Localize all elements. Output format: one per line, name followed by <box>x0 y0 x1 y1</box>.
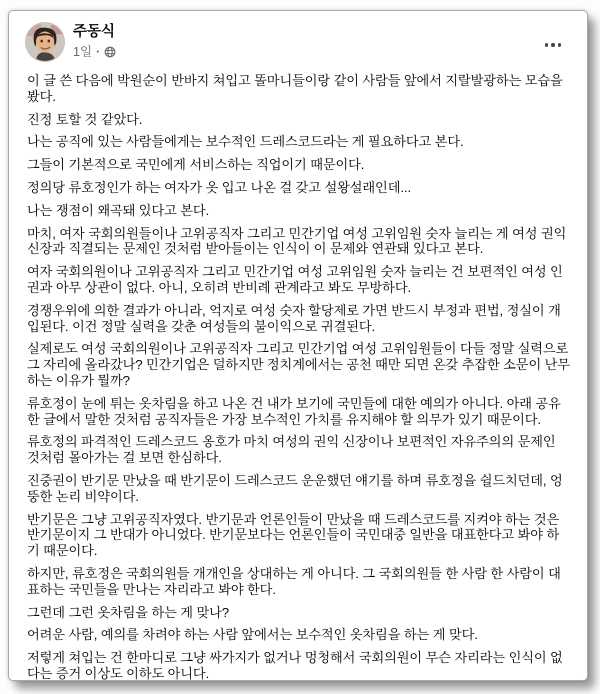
post-paragraph: 진정 토할 것 같았다. <box>27 111 143 127</box>
post-paragraph: 여자 국회의원이나 고위공직자 그리고 민간기업 여성 고위임원 숫자 늘리는 건 보편적인 여성 인권과 아무 상관이 없다. 아니, 오히려 반비례 관계라고 봐도 무방하다. <box>27 264 563 295</box>
post-paragraph: 정의당 류호정인가 하는 여자가 옷 입고 나온 걸 갖고 설왕설래인데... <box>27 179 412 195</box>
post-paragraph: 어려운 사람, 예의를 차려야 하는 사람 앞에서는 보수적인 옷차림을 하는 게 맞다. <box>27 627 478 643</box>
post-header-text <box>73 22 116 60</box>
ellipsis-dot <box>558 43 562 47</box>
post-paragraph: 진중권이 반기문 만났을 때 반기문이 드레스코드 운운했던 얘기를 하며 류호정을 쉴드치던데, 엉뚱한 논리 비약이다. <box>27 472 563 504</box>
author-name[interactable]: 주동식 <box>73 24 116 40</box>
post-header <box>9 11 587 62</box>
facebook-post-card <box>8 10 588 681</box>
profile-avatar[interactable] <box>25 22 65 62</box>
post-paragraph: 저렇게 쳐입는 건 한마디로 그냥 싸가지가 없거나 멍청해서 국회의원이 무슨 자리라는 인식이 없다는 증거 이상도 이하도 아니다. <box>27 650 563 681</box>
post-timestamp[interactable]: 1일 <box>73 45 93 59</box>
post-paragraph: 이 글 쓴 다음에 박원순이 반바지 쳐입고 똘마니들이랑 같이 사람들 앞에서 지랄발광하는 모습을 봤다. <box>27 73 563 104</box>
ellipsis-dot <box>551 43 555 47</box>
post-paragraph: 그들이 기본적으로 국민에게 서비스하는 직업이기 때문이다. <box>27 157 365 173</box>
post-paragraph: 경쟁우위에 의한 결과가 아니라, 억지로 여성 숫자 할당제로 가면 반드시 부정과 편법, 정실이 개입된다. 이건 정말 실력을 갖춘 여성들의 불이익으로 귀결된다. <box>27 302 561 334</box>
meta-separator: · <box>96 45 101 59</box>
post-paragraph: 하지만, 류호정은 국회의원들 개개인을 상대하는 게 아니다. 그 국회의원들 한 사람 한 사람이 대표하는 국민들을 만나는 자리라고 봐야 한다. <box>27 565 561 597</box>
post-paragraph: 류호정의 파격적인 드레스코드 옹호가 마치 여성의 권익 신장이나 보편적인 자유주의의 문제인 것처럼 몰아가는 걸 보면 한심하다. <box>27 434 556 466</box>
ellipsis-dot <box>545 43 549 47</box>
post-paragraph: 나는 쟁점이 왜곡돼 있다고 본다. <box>27 202 210 218</box>
post-paragraph: 마치, 여자 국회의원들이나 고위공직자 그리고 민간기업 여성 고위임원 숫자 늘리는 게 여성 권익 신장과 직결되는 문제인 것처럼 받아들이는 인식이 이 문제와 연관돼 있다고 본다. <box>27 225 567 257</box>
post-paragraph: 나는 공직에 있는 사람들에게는 보수적인 드레스코드라는 게 필요하다고 본다. <box>27 134 464 150</box>
post-options-button[interactable] <box>537 33 569 57</box>
post-paragraph: 그런데 그런 옷차림을 하는 게 맞나? <box>27 604 230 620</box>
avatar-photo-icon <box>26 23 64 61</box>
post-paragraph: 반기문은 그냥 고위공직자였다. 반기문과 언론인들이 만났을 때 드레스코드를 지켜야 하는 것은 반기문이지 그 반대가 아니었다. 반기문보다는 언론인들이 국민대중 일반을 대표한다고 봐야 하기 때문이다. <box>27 511 560 559</box>
post-meta <box>73 44 116 60</box>
post-paragraph: 실제로도 여성 국회의원이나 고위공직자 그리고 민간기업 여성 고위임원들이 다들 정말 실력으로 그 자리에 올라갔나? 민간기업은 덜하지만 정치계에서는 공천 때만 되면 온갖 추잡한 소문이 난무하는 이유가 뭘까? <box>27 341 570 388</box>
post-body <box>9 62 587 694</box>
globe-public-icon <box>104 46 116 58</box>
post-paragraph: 류호정이 눈에 튀는 옷차림을 하고 나온 건 내가 보기에 국민들에 대한 예의가 아니다. 아래 공유한 글에서 말한 것처럼 공직자들은 가장 보수적인 가치를 유지해야 할 의무가 있기 때문이다. <box>27 395 561 427</box>
